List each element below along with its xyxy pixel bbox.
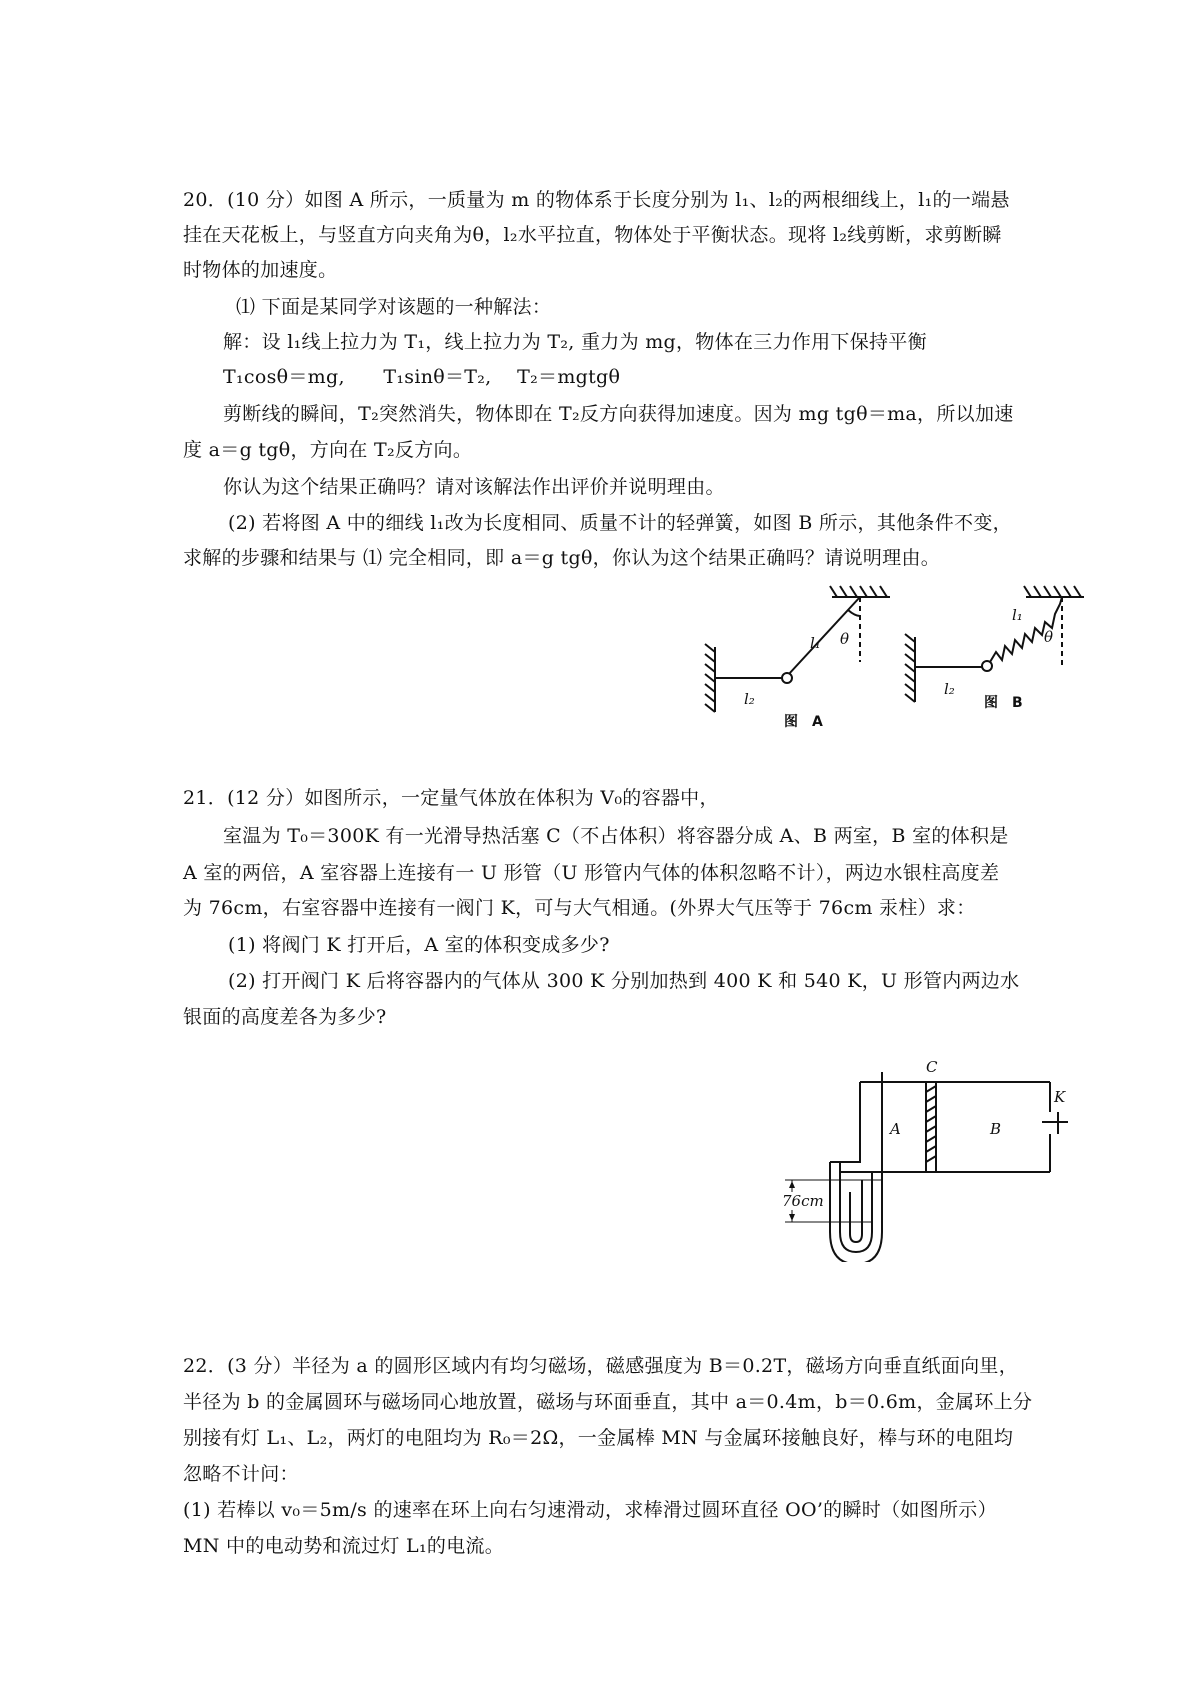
q21-figure (780, 1042, 1080, 1262)
fig-b-chamber-label: B (990, 1120, 1002, 1138)
q22-line-5: (1) 若棒以 v₀＝5m/s 的速率在环上向右匀速滑动，求棒滑过圆环直径 OO’的瞬时（如图所示） (183, 1499, 997, 1521)
fig-a-l2-label: l₂ (744, 690, 755, 708)
q20-line-3: 时物体的加速度。 (183, 259, 338, 281)
q20-line-8: 度 a＝g tgθ，方向在 T₂反方向。 (183, 439, 473, 461)
figure-b (905, 586, 1084, 702)
q22-line-2: 半径为 b 的金属圆环与磁场同心地放置，磁场与环面垂直，其中 a＝0.4m，b＝0.6m，金属环上分 (183, 1391, 1033, 1413)
q21-line-2: 室温为 T₀＝300K 有一光滑导热活塞 C（不占体积）将容器分成 A、B 两室，B 室的体积是 (223, 825, 1009, 847)
fig-a-chamber-label: A (890, 1120, 901, 1138)
q22-line-6: MN 中的电动势和流过灯 L₁的电流。 (183, 1535, 505, 1557)
q20-line-4: ⑴ 下面是某同学对该题的一种解法： (236, 296, 552, 318)
q20-line-5: 解：设 l₁线上拉力为 T₁，线上拉力为 T₂, 重力为 mg，物体在三力作用下保持平衡 (223, 331, 927, 353)
q20-line-9: 你认为这个结果正确吗？请对该解法作出评价并说明理由。 (223, 476, 725, 498)
fig-c-label: C (926, 1058, 938, 1076)
fig-a-caption: 图 A (784, 714, 823, 730)
fig-b-theta-label: θ (1044, 628, 1054, 646)
q20-line-6: T₁cosθ＝mg, T₁sinθ＝T₂, T₂＝mgtgθ (223, 366, 621, 388)
fig-b-l2-label: l₂ (944, 680, 955, 698)
q21-line-5: (1) 将阀门 K 打开后，A 室的体积变成多少? (228, 934, 610, 956)
q20-line-7: 剪断线的瞬间，T₂突然消失，物体即在 T₂反方向获得加速度。因为 mg tgθ＝ma，所以加速 (223, 403, 1014, 425)
container-diagram (785, 1072, 1068, 1262)
fig-height-label: 76cm (782, 1192, 824, 1210)
fig-a-l1-label: l₁ (810, 634, 821, 652)
q22-line-1: 22．(3 分）半径为 a 的圆形区域内有均匀磁场，磁感强度为 B＝0.2T，磁场方向垂直纸面向里， (183, 1355, 1019, 1377)
q22-line-3: 别接有灯 L₁、L₂，两灯的电阻均为 R₀＝2Ω，一金属棒 MN 与金属环接触良好，棒与环的电阻均 (183, 1427, 1014, 1449)
fig-a-theta-label: θ (840, 630, 850, 648)
q20-figure (700, 582, 1120, 732)
fig-b-caption: 图 B (984, 695, 1023, 711)
q21-line-7: 银面的高度差各为多少? (183, 1006, 387, 1028)
q21-line-1: 21．(12 分）如图所示，一定量气体放在体积为 V₀的容器中， (183, 787, 719, 809)
fig-k-label: K (1054, 1088, 1066, 1106)
q21-line-4: 为 76cm，右室容器中连接有一阀门 K，可与大气相通。(外界大气压等于 76cm 汞柱）求： (183, 897, 976, 919)
q20-line-11: 求解的步骤和结果与 ⑴ 完全相同，即 a＝g tgθ，你认为这个结果正确吗？请说明理由。 (183, 547, 941, 569)
figure-a (705, 586, 890, 712)
q22-line-4: 忽略不计问： (183, 1463, 299, 1485)
q21-line-3: A 室的两倍，A 室容器上连接有一 U 形管（U 形管内气体的体积忽略不计），两边水银柱高度差 (183, 862, 1000, 884)
fig-b-l1-label: l₁ (1012, 606, 1023, 624)
q20-line-10: (2) 若将图 A 中的细线 l₁改为长度相同、质量不计的轻弹簧，如图 B 所示，其他条件不变， (228, 512, 1012, 534)
q20-line-2: 挂在天花板上，与竖直方向夹角为θ，l₂水平拉直，物体处于平衡状态。现将 l₂线剪断，求剪断瞬 (183, 224, 1002, 246)
q20-line-1: 20．(10 分）如图 A 所示，一质量为 m 的物体系于长度分别为 l₁、l₂的两根细线上，l₁的一端悬 (183, 189, 1010, 211)
q21-line-6: (2) 打开阀门 K 后将容器内的气体从 300 K 分别加热到 400 K 和 540 K，U 形管内两边水 (228, 970, 1020, 992)
